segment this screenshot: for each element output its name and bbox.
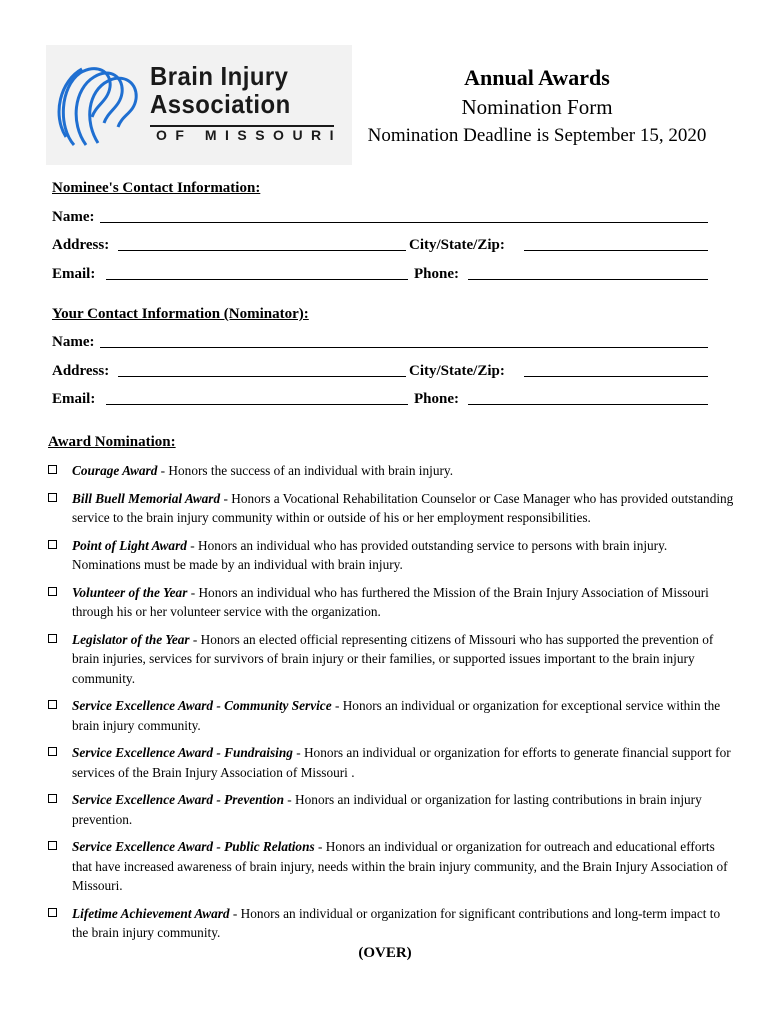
award-checkbox[interactable] — [48, 540, 57, 549]
award-description: - Honors an individual or organization for lasting contributions in brain injury prevention. — [72, 792, 702, 827]
award-item — [48, 904, 738, 943]
award-checkbox[interactable] — [48, 841, 57, 850]
nominator-city-label: City/State/Zip: — [409, 363, 505, 379]
nominator-phone-label: Phone: — [414, 391, 459, 407]
nominee-city-field[interactable] — [524, 250, 708, 251]
award-item — [48, 790, 738, 829]
award-checkbox[interactable] — [48, 747, 57, 756]
award-item — [48, 743, 738, 782]
logo-text-line1: Brain Injury — [150, 61, 289, 91]
award-checkbox[interactable] — [48, 794, 57, 803]
logo-text-line2: Association — [150, 89, 291, 119]
award-item — [48, 583, 738, 622]
nominator-phone-field[interactable] — [468, 404, 708, 405]
award-item — [48, 630, 738, 689]
award-checkbox[interactable] — [48, 908, 57, 917]
award-item — [48, 837, 738, 896]
nominee-address-label: Address: — [52, 237, 110, 253]
award-checkbox[interactable] — [48, 700, 57, 709]
award-name: Service Excellence Award - Community Service — [72, 698, 332, 713]
award-checkbox[interactable] — [48, 634, 57, 643]
award-description: - Honors the success of an individual with brain injury. — [157, 463, 454, 478]
nominee-city-label: City/State/Zip: — [409, 237, 505, 253]
nominee-phone-label: Phone: — [414, 266, 459, 282]
nominee-phone-field[interactable] — [468, 279, 708, 280]
nominator-email-field[interactable] — [106, 404, 408, 405]
award-checkbox[interactable] — [48, 587, 57, 596]
award-name: Service Excellence Award - Public Relations — [72, 839, 315, 854]
nominator-name-field[interactable] — [100, 347, 708, 348]
head-profiles-icon — [52, 57, 152, 157]
award-description: - Honors an individual or organization for outreach and educational efforts that have increased awareness of brain injury, needs within the brain injury community, and the Brain Injury Association of Missouri. — [72, 839, 728, 893]
award-item — [48, 696, 738, 735]
nominator-email-label: Email: — [52, 391, 96, 407]
logo-text-line3: OF MISSOURI — [156, 127, 343, 143]
award-description: - Honors an elected official representing citizens of Missouri who has supported the prevention of brain injuries, services for survivors of brain injury or their families, or supported issues important to the brain injury community. — [72, 631, 714, 686]
nominee-email-field[interactable] — [106, 279, 408, 280]
award-list — [48, 461, 738, 951]
award-description: - Honors an individual who has provided outstanding service to persons with brain injury. Nominations must be made by an individual with brain injury. — [72, 537, 668, 572]
award-description: - Honors an individual who has furthered the Mission of the Brain Injury Association of Missouri through his or her volunteer service with the organization. — [72, 584, 709, 619]
nominee-address-field[interactable] — [118, 250, 406, 251]
bia-missouri-logo — [46, 45, 352, 165]
award-name: Point of Light Award — [72, 537, 187, 553]
award-name: Service Excellence Award - Prevention — [72, 792, 284, 807]
nominee-name-field[interactable] — [100, 222, 708, 223]
award-checkbox[interactable] — [48, 465, 57, 474]
over-note: (OVER) — [358, 945, 412, 961]
award-name: Volunteer of the Year — [72, 584, 188, 600]
award-name: Bill Buell Memorial Award — [72, 490, 221, 506]
nominator-address-field[interactable] — [118, 376, 406, 377]
nominee-email-label: Email: — [52, 266, 96, 282]
nominator-address-label: Address: — [52, 363, 110, 379]
nominator-section-heading: Your Contact Information (Nominator): — [52, 306, 309, 322]
award-description: - Honors an individual or organization for exceptional service within the brain injury community. — [72, 698, 721, 733]
nomination-deadline: Nomination Deadline is September 15, 2020 — [367, 125, 707, 146]
award-name: Service Excellence Award - Fundraising — [72, 745, 293, 760]
award-description: - Honors an individual or organization for efforts to generate financial support for services of the Brain Injury Association of Missouri . — [72, 745, 731, 780]
nominator-city-field[interactable] — [524, 376, 708, 377]
form-subtitle: Nomination Form — [461, 95, 613, 119]
award-description: - Honors an individual or organization for significant contributions and long-term impact to the brain injury community. — [72, 905, 721, 940]
form-title: Annual Awards — [464, 65, 610, 90]
award-item — [48, 536, 738, 575]
award-name: Legislator of the Year — [72, 631, 190, 647]
nominee-section-heading: Nominee's Contact Information: — [52, 180, 261, 196]
form-title-block — [352, 64, 722, 150]
award-name: Courage Award — [72, 463, 158, 478]
award-name: Lifetime Achievement Award — [72, 905, 230, 921]
nominator-name-label: Name: — [52, 334, 95, 350]
award-description: - Honors a Vocational Rehabilitation Counselor or Case Manager who has provided outstanding service to the brain injury community within or outside of his or her employment responsibilities. — [72, 490, 734, 525]
award-checkbox[interactable] — [48, 493, 57, 502]
award-item — [48, 489, 738, 528]
nominee-name-label: Name: — [52, 209, 95, 225]
award-item — [48, 461, 738, 481]
award-nomination-heading: Award Nomination: — [48, 434, 176, 450]
